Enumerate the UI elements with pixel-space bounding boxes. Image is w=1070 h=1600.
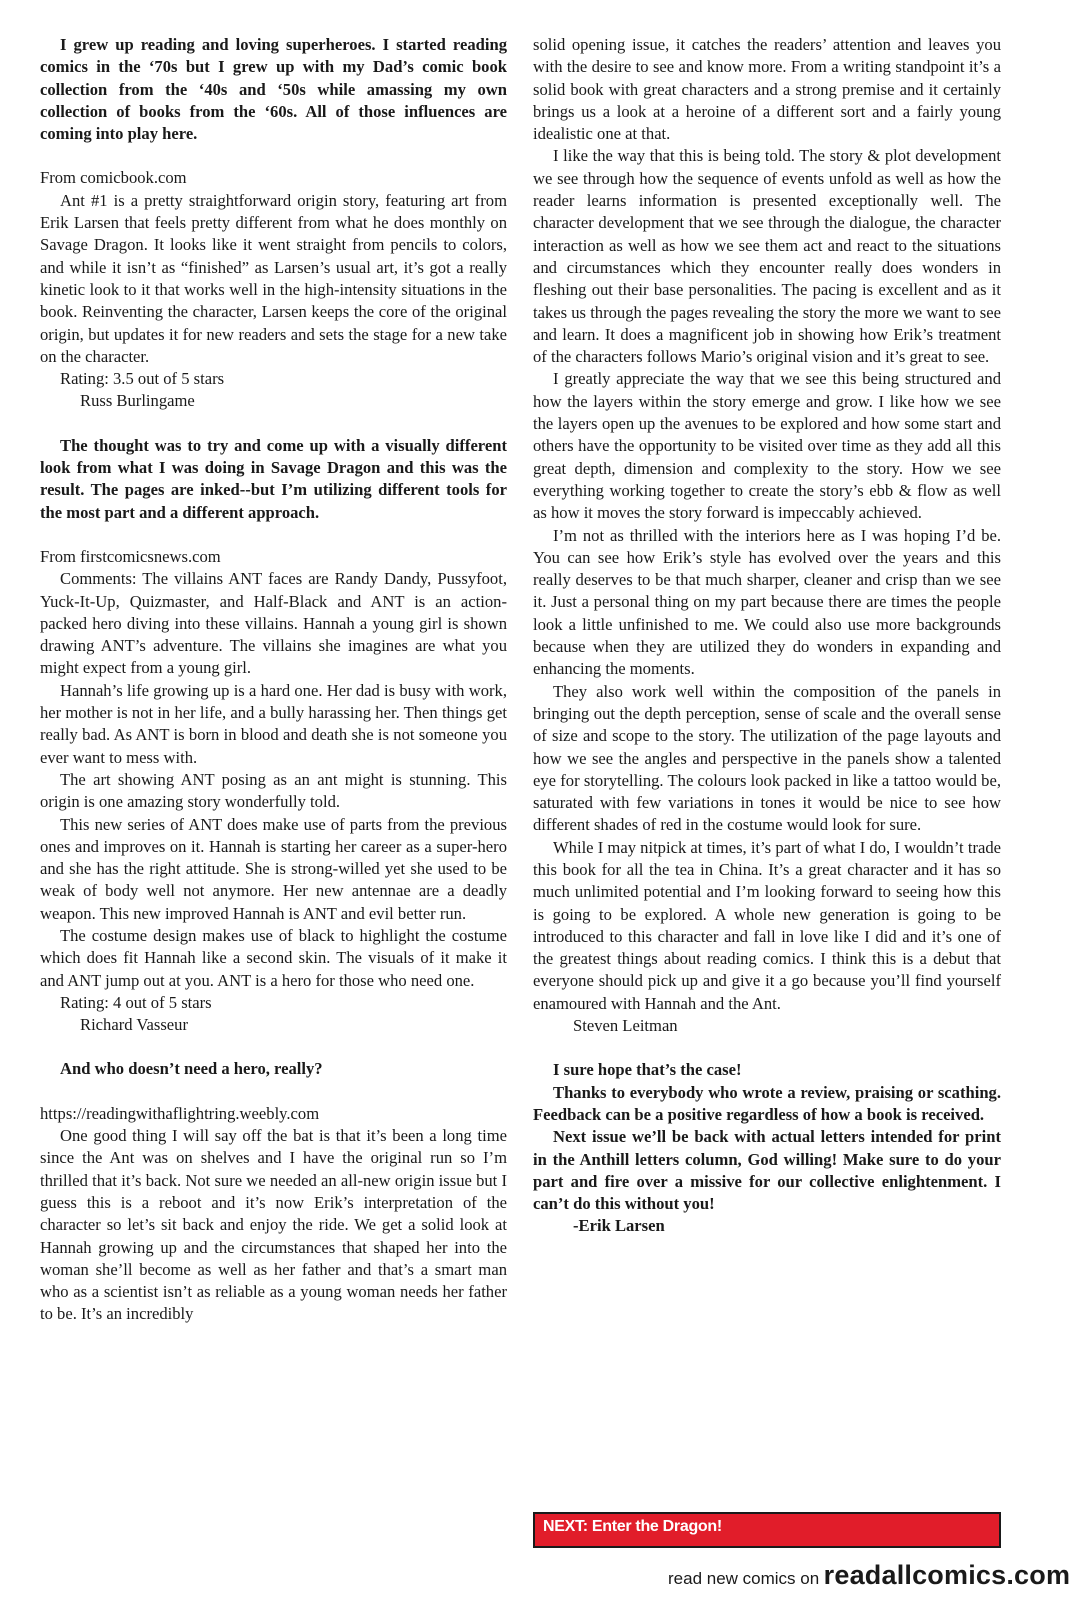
review-paragraph: They also work well within the composition of the panels in bringing out the depth perception, sense of scale and the overall sense of size and scope to the story. The utilization of the page layouts and how we see the angles and perspective in the panels show a talented eye for storytelling. The colours look packed in like a tattoo would be, saturated with few variations in tones it would be nice to see how different shades of red in the costume would look for sure.: [533, 681, 1001, 835]
next-issue-banner: [533, 1512, 1001, 1548]
review-body-1: Ant #1 is a pretty straightforward origin story, featuring art from Erik Larsen that feels pretty different from what he does monthly on Savage Dragon. It looks like it went straight from pencils to colors, and while it isn’t as “finished” as Larsen’s usual art, it’s got a really kinetic look to it that works well in the high-intensity situations in the book. Reinventing the character, Larsen keeps the core of the original origin, but updates it for new readers and sets the stage for a new take on the character.: [40, 190, 507, 366]
review-paragraph: One good thing I will say off the bat is that it’s been a long time since the Ant was on shelves and I have the original run so I’m thrilled that it’s back. Not sure we needed an all-new origin issue but I guess this is a reboot and it’s now Erik’s interpretation of the character so let’s sit back and enjoy the ride. We get a solid look at Hannah growing up and the circumstances that shaped her into the woman she’ll become as well as her father and that’s a smart man who as a scientist isn’t as reliable as a young woman needs her father to be. It’s an incredibly: [40, 1126, 507, 1324]
review-source-2: From firstcomicsnews.com: [40, 546, 221, 566]
review-source-3: https://readingwithaflightring.weebly.com: [40, 1103, 320, 1123]
closing-paragraph: Thanks to everybody who wrote a review, praising or scathing. Feedback can be a positive regardless of how a book is received.: [533, 1082, 1001, 1124]
left-column: [40, 34, 507, 1326]
review-author-1: Russ Burlingame: [80, 391, 195, 411]
review-paragraph: While I may nitpick at times, it’s part of what I do, I wouldn’t trade this book for all the tea in China. It’s a great character and it has so much unlimited potential and I’m looking forward to seeing how this is going to be explored. A whole new generation is going to be introduced to this character and fall in love like I did and it’s one of the greatest things about reading comics. I think this is a debut that everyone should pick up and give it a go because you’ll find yourself enamoured with Hannah and the Ant.: [533, 837, 1001, 1013]
editor-intro-1: I grew up reading and loving superheroes. I started reading comics in the ‘70s but I grew up with my Dad’s comic book collection from the ‘40s and ‘50s while amassing my own collection of books from the ‘60s. All of those influences are coming into play here.: [40, 35, 507, 144]
closing-paragraph: Next issue we’ll be back with actual letters intended for print in the Anthill letters column, God willing! Make sure to do your part and fire over a missive for our collective enlightenment. I can’t do this without you!: [533, 1127, 1001, 1214]
review-rating-2: Rating: 4 out of 5 stars: [60, 992, 212, 1012]
footer-site-link[interactable]: readallcomics.com: [823, 1560, 1070, 1590]
editor-intro-3: And who doesn’t need a hero, really?: [60, 1059, 323, 1079]
review-paragraph: Comments: The villains ANT faces are Randy Dandy, Pussyfoot, Yuck-It-Up, Quizmaster, and Half-Black and ANT is an action-packed hero diving into these villains. Hannah a young girl is shown drawing ANT’s adventure. The villains she imagines are what you might expect from a young girl.: [40, 569, 507, 678]
review-source-1: From comicbook.com: [40, 168, 187, 188]
review-author-2: Richard Vasseur: [80, 1015, 188, 1035]
closing-paragraph: I sure hope that’s the case!: [553, 1060, 742, 1080]
review-paragraph: This new series of ANT does make use of parts from the previous ones and improves on it. Hannah is starting her career as a super-hero and she has the right attitude. She is strong-willed yet she used to be weak of body well not anymore. Her new antennae are a deadly weapon. This new improved Hannah is ANT and evil better run.: [40, 814, 507, 923]
review-rating-1: Rating: 3.5 out of 5 stars: [60, 369, 225, 389]
review-paragraph: Hannah’s life growing up is a hard one. Her dad is busy with work, her mother is not in her life, and a bully harassing her. Then things get really bad. As ANT is born in blood and death she is not someone you ever want to mess with.: [40, 680, 507, 767]
review-author-3: Steven Leitman: [573, 1016, 678, 1036]
review-paragraph: I greatly appreciate the way that we see this being structured and how the layers within the story emerge and grow. I like how we see the layers open up the avenues to be explored and how some start and others have the opportunity to be visited over time as they add all this great depth, dimension and complexity to the story. How we see everything working together to create the story’s ebb & flow as well as how it moves the story forward is impeccably achieved.: [533, 369, 1001, 523]
editor-intro-2: The thought was to try and come up with a visually different look from what I was doing in Savage Dragon and this was the result. The pages are inked--but I’m utilizing different tools for the most part and a different approach.: [40, 435, 507, 522]
review-paragraph: The art showing ANT posing as an ant might is stunning. This origin is one amazing story wonderfully told.: [40, 769, 507, 812]
footer-prefix: read new comics on: [668, 1569, 820, 1588]
next-issue-label: NEXT: Enter the Dragon!: [543, 1518, 722, 1535]
editor-signoff: -Erik Larsen: [573, 1216, 665, 1236]
site-footer: [668, 1560, 1070, 1591]
review-paragraph: The costume design makes use of black to highlight the costume which does fit Hannah like a second skin. The visuals of it make it and ANT jump out at you. ANT is a hero for those who need one.: [40, 925, 507, 990]
right-column: [533, 34, 1001, 1238]
review-paragraph: I like the way that this is being told. The story & plot development we see through how the sequence of events unfold as well as how the reader learns information is presented exceptionally well. The character development that we see through the dialogue, the character interaction as well as how we see them act and react to the situations and circumstances which they encounter really does wonders in fleshing out their base personalities. The pacing is excellent and as it takes us through the pages revealing the story the more we want to see and learn. It does a magnificent job in showing how Erik’s treatment of the characters follows Mario’s original vision and it’s great to see.: [533, 146, 1001, 367]
review-paragraph: I’m not as thrilled with the interiors here as I was hoping I’d be. You can see how Erik’s style has evolved over the years and this really deserves to be that much sharper, cleaner and crisp than we see it. Just a personal thing on my part because there are times the people look a little unfinished to me. We could also use more backgrounds because when they are utilized they do wonders in expanding and enhancing the moments.: [533, 525, 1001, 679]
review-paragraph: solid opening issue, it catches the readers’ attention and leaves you with the desire to see and know more. From a writing standpoint it’s a solid book with great characters and a strong premise and it certainly brings us a look at a heroine of a different sort and a fairly young idealistic one at that.: [533, 35, 1001, 144]
